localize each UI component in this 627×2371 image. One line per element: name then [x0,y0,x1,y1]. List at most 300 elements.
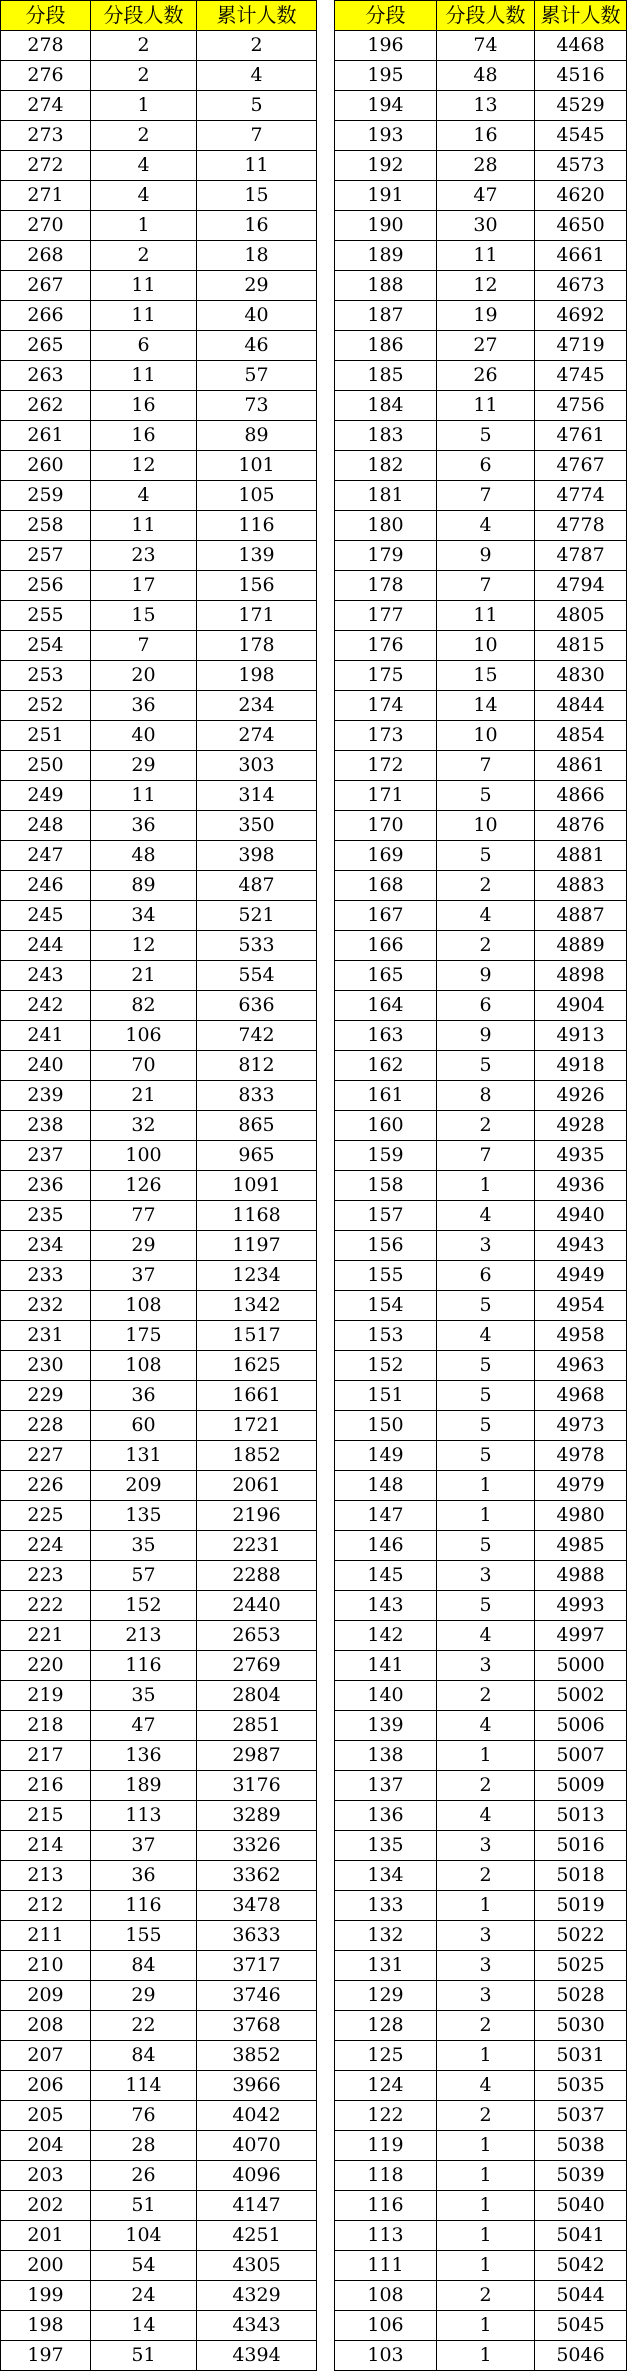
table-row [335,121,627,151]
cell-count: 2 [437,1861,535,1891]
cell-count: 12 [91,931,197,961]
cell-count: 3 [437,1951,535,1981]
table-row [335,2281,627,2311]
cell-count: 5 [437,1591,535,1621]
cell-count: 5 [437,1381,535,1411]
table-row [1,2281,317,2311]
cell-cumulative: 4918 [535,1051,627,1081]
cell-score: 165 [335,961,437,991]
cell-count: 27 [437,331,535,361]
table-row [335,331,627,361]
cell-score: 233 [1,1261,91,1291]
cell-cumulative: 5028 [535,1981,627,2011]
cell-count: 11 [437,391,535,421]
cell-count: 189 [91,1771,197,1801]
cell-score: 221 [1,1621,91,1651]
cell-count: 24 [91,2281,197,2311]
cell-count: 8 [437,1081,535,1111]
cell-cumulative: 4913 [535,1021,627,1051]
cell-score: 195 [335,61,437,91]
cell-score: 184 [335,391,437,421]
cell-cumulative: 4147 [197,2191,317,2221]
cell-count: 1 [437,1171,535,1201]
table-row [335,1711,627,1741]
cell-count: 213 [91,1621,197,1651]
cell-count: 11 [91,361,197,391]
table-row [335,1501,627,1531]
cell-count: 12 [437,271,535,301]
table-row [1,1831,317,1861]
cell-cumulative: 533 [197,931,317,961]
cell-score: 129 [335,1981,437,2011]
cell-score: 146 [335,1531,437,1561]
cell-cumulative: 1091 [197,1171,317,1201]
cell-cumulative: 11 [197,151,317,181]
cell-cumulative: 5018 [535,1861,627,1891]
cell-count: 1 [437,1471,535,1501]
cell-cumulative: 833 [197,1081,317,1111]
cell-score: 135 [335,1831,437,1861]
cell-score: 138 [335,1741,437,1771]
table-row [335,1051,627,1081]
cell-count: 89 [91,871,197,901]
cell-score: 177 [335,601,437,631]
cell-score: 157 [335,1201,437,1231]
cell-cumulative: 4980 [535,1501,627,1531]
cell-count: 12 [91,451,197,481]
cell-score: 266 [1,301,91,331]
table-row [335,1411,627,1441]
cell-cumulative: 18 [197,241,317,271]
cell-count: 47 [91,1711,197,1741]
cell-count: 47 [437,181,535,211]
cell-score: 217 [1,1741,91,1771]
cell-cumulative: 4935 [535,1141,627,1171]
table-row [1,361,317,391]
cell-score: 265 [1,331,91,361]
table-row [1,781,317,811]
cell-count: 4 [437,511,535,541]
cell-count: 5 [437,421,535,451]
table-row [335,781,627,811]
cell-score: 131 [335,1951,437,1981]
cell-cumulative: 5 [197,91,317,121]
cell-score: 190 [335,211,437,241]
cell-score: 219 [1,1681,91,1711]
cell-cumulative: 4876 [535,811,627,841]
cell-cumulative: 5031 [535,2041,627,2071]
cell-score: 145 [335,1561,437,1591]
cell-count: 116 [91,1651,197,1681]
cell-cumulative: 5042 [535,2251,627,2281]
cell-count: 13 [437,91,535,121]
table-row [1,541,317,571]
cell-score: 133 [335,1891,437,1921]
cell-score: 185 [335,361,437,391]
cell-count: 7 [91,631,197,661]
cell-score: 227 [1,1441,91,1471]
cell-score: 256 [1,571,91,601]
cell-cumulative: 4978 [535,1441,627,1471]
table-row [1,2251,317,2281]
header-score: 分段 [335,1,437,31]
table-row [1,1441,317,1471]
table-row [335,2311,627,2341]
header-row [335,1,627,31]
cell-score: 174 [335,691,437,721]
cell-score: 270 [1,211,91,241]
cell-cumulative: 4936 [535,1171,627,1201]
cell-cumulative: 350 [197,811,317,841]
cell-count: 11 [91,781,197,811]
table-row [335,1621,627,1651]
cell-count: 5 [437,1051,535,1081]
table-row [1,631,317,661]
table-row [1,481,317,511]
cell-score: 194 [335,91,437,121]
table-row [1,1531,317,1561]
cell-count: 4 [91,151,197,181]
cell-cumulative: 1517 [197,1321,317,1351]
table-row [335,1231,627,1261]
cell-count: 104 [91,2221,197,2251]
cell-count: 30 [437,211,535,241]
cell-count: 57 [91,1561,197,1591]
table-row [1,751,317,781]
cell-score: 155 [335,1261,437,1291]
cell-count: 29 [91,751,197,781]
cell-score: 169 [335,841,437,871]
cell-count: 17 [91,571,197,601]
cell-count: 3 [437,1651,535,1681]
cell-cumulative: 89 [197,421,317,451]
table-row [1,901,317,931]
cell-score: 163 [335,1021,437,1051]
cell-score: 196 [335,31,437,61]
cell-score: 259 [1,481,91,511]
cell-cumulative: 5038 [535,2131,627,2161]
cell-score: 250 [1,751,91,781]
cell-cumulative: 5041 [535,2221,627,2251]
cell-cumulative: 5037 [535,2101,627,2131]
table-row [1,1261,317,1291]
cell-score: 226 [1,1471,91,1501]
cell-score: 180 [335,511,437,541]
cell-count: 3 [437,1921,535,1951]
cell-score: 236 [1,1171,91,1201]
cell-score: 156 [335,1231,437,1261]
cell-count: 40 [91,721,197,751]
cell-count: 136 [91,1741,197,1771]
cell-cumulative: 3326 [197,1831,317,1861]
cell-score: 208 [1,2011,91,2041]
table-row [335,61,627,91]
cell-cumulative: 1661 [197,1381,317,1411]
cell-count: 2 [437,1771,535,1801]
cell-count: 84 [91,1951,197,1981]
cell-cumulative: 3768 [197,2011,317,2041]
cell-count: 84 [91,2041,197,2071]
cell-score: 103 [335,2341,437,2371]
table-row [335,631,627,661]
table-row [1,1381,317,1411]
table-row [335,691,627,721]
cell-count: 35 [91,1681,197,1711]
table-row [1,1561,317,1591]
cell-score: 201 [1,2221,91,2251]
cell-score: 214 [1,1831,91,1861]
cell-count: 4 [437,1201,535,1231]
cell-cumulative: 40 [197,301,317,331]
cell-cumulative: 15 [197,181,317,211]
cell-count: 36 [91,1381,197,1411]
table-row [1,1081,317,1111]
table-row [1,1651,317,1681]
table-row [1,871,317,901]
cell-score: 222 [1,1591,91,1621]
cell-score: 118 [335,2161,437,2191]
cell-cumulative: 4993 [535,1591,627,1621]
table-row [335,1111,627,1141]
table-row [335,1951,627,1981]
table-row [335,1291,627,1321]
cell-cumulative: 5035 [535,2071,627,2101]
table-row [1,1771,317,1801]
cell-count: 9 [437,541,535,571]
table-row [1,31,317,61]
cell-score: 167 [335,901,437,931]
table-row [335,1021,627,1051]
cell-score: 229 [1,1381,91,1411]
cell-cumulative: 4394 [197,2341,317,2371]
header-count: 分段人数 [91,1,197,31]
table-row [335,1471,627,1501]
table-row [1,151,317,181]
cell-cumulative: 4778 [535,511,627,541]
table-row [335,2251,627,2281]
cell-score: 225 [1,1501,91,1531]
cell-cumulative: 3362 [197,1861,317,1891]
table-row [1,2311,317,2341]
cell-count: 9 [437,1021,535,1051]
table-row [335,1801,627,1831]
header-cumulative: 累计人数 [535,1,627,31]
cell-cumulative: 4997 [535,1621,627,1651]
cell-score: 215 [1,1801,91,1831]
cell-score: 178 [335,571,437,601]
table-row [335,181,627,211]
cell-count: 14 [437,691,535,721]
cell-score: 249 [1,781,91,811]
cell-score: 193 [335,121,437,151]
cell-cumulative: 2231 [197,1531,317,1561]
cell-score: 147 [335,1501,437,1531]
cell-count: 113 [91,1801,197,1831]
table-row [335,361,627,391]
cell-count: 4 [437,1801,535,1831]
cell-count: 6 [437,451,535,481]
cell-cumulative: 4767 [535,451,627,481]
table-row [1,1951,317,1981]
cell-score: 124 [335,2071,437,2101]
cell-count: 108 [91,1291,197,1321]
cell-score: 209 [1,1981,91,2011]
cell-score: 202 [1,2191,91,2221]
cell-cumulative: 4096 [197,2161,317,2191]
cell-cumulative: 4928 [535,1111,627,1141]
table-row [1,2041,317,2071]
cell-score: 158 [335,1171,437,1201]
table-row [335,421,627,451]
cell-count: 3 [437,1231,535,1261]
cell-cumulative: 4070 [197,2131,317,2161]
cell-count: 2 [437,871,535,901]
cell-count: 2 [91,31,197,61]
cell-score: 205 [1,2101,91,2131]
cell-count: 5 [437,1531,535,1561]
cell-score: 187 [335,301,437,331]
cell-count: 116 [91,1891,197,1921]
cell-score: 212 [1,1891,91,1921]
cell-score: 203 [1,2161,91,2191]
cell-cumulative: 4881 [535,841,627,871]
table-row [335,1261,627,1291]
cell-score: 231 [1,1321,91,1351]
cell-score: 211 [1,1921,91,1951]
cell-score: 241 [1,1021,91,1051]
cell-count: 1 [437,2341,535,2371]
cell-score: 235 [1,1201,91,1231]
cell-cumulative: 4815 [535,631,627,661]
cell-count: 7 [437,571,535,601]
cell-cumulative: 4573 [535,151,627,181]
cell-count: 34 [91,901,197,931]
table-row [335,2161,627,2191]
table-row [1,1591,317,1621]
table-row [1,2101,317,2131]
cell-count: 5 [437,1291,535,1321]
cell-score: 175 [335,661,437,691]
cell-cumulative: 4774 [535,481,627,511]
cell-count: 11 [437,601,535,631]
cell-score: 247 [1,841,91,871]
cell-count: 11 [91,301,197,331]
cell-count: 4 [437,1621,535,1651]
table-row [335,1741,627,1771]
table-row [335,1831,627,1861]
cell-count: 155 [91,1921,197,1951]
table-row [335,1381,627,1411]
cell-count: 37 [91,1261,197,1291]
cell-score: 139 [335,1711,437,1741]
cell-cumulative: 4889 [535,931,627,961]
cell-score: 188 [335,271,437,301]
table-row [1,451,317,481]
cell-cumulative: 4692 [535,301,627,331]
cell-cumulative: 4794 [535,571,627,601]
table-row [1,1141,317,1171]
table-row [335,1201,627,1231]
cell-score: 218 [1,1711,91,1741]
table-row [335,31,627,61]
cell-count: 5 [437,781,535,811]
cell-count: 2 [91,121,197,151]
cell-count: 4 [437,1321,535,1351]
cell-count: 32 [91,1111,197,1141]
cell-cumulative: 178 [197,631,317,661]
cell-score: 111 [335,2251,437,2281]
cell-cumulative: 4861 [535,751,627,781]
table-row [1,1411,317,1441]
cell-cumulative: 73 [197,391,317,421]
cell-count: 16 [91,391,197,421]
cell-cumulative: 4954 [535,1291,627,1321]
cell-count: 1 [437,2161,535,2191]
cell-score: 191 [335,181,437,211]
cell-cumulative: 4963 [535,1351,627,1381]
table-row [335,2041,627,2071]
cell-count: 51 [91,2191,197,2221]
cell-count: 19 [437,301,535,331]
cell-cumulative: 2440 [197,1591,317,1621]
table-row [335,271,627,301]
table-row [1,211,317,241]
cell-count: 9 [437,961,535,991]
table-row [1,511,317,541]
cell-count: 37 [91,1831,197,1861]
cell-count: 36 [91,1861,197,1891]
cell-score: 258 [1,511,91,541]
cell-score: 164 [335,991,437,1021]
table-row [335,241,627,271]
table-row [1,961,317,991]
cell-cumulative: 4756 [535,391,627,421]
cell-score: 251 [1,721,91,751]
cell-count: 4 [437,2071,535,2101]
table-row [1,61,317,91]
table-row [335,2011,627,2041]
cell-score: 160 [335,1111,437,1141]
cell-count: 2 [91,61,197,91]
cell-count: 1 [437,2311,535,2341]
cell-count: 2 [437,2281,535,2311]
table-row [1,1471,317,1501]
cell-score: 162 [335,1051,437,1081]
cell-score: 238 [1,1111,91,1141]
cell-score: 143 [335,1591,437,1621]
cell-count: 7 [437,1141,535,1171]
cell-count: 2 [437,2101,535,2131]
table-row [1,2341,317,2371]
cell-count: 48 [437,61,535,91]
cell-count: 1 [437,2131,535,2161]
cell-count: 21 [91,961,197,991]
cell-score: 108 [335,2281,437,2311]
cell-cumulative: 4329 [197,2281,317,2311]
table-row [1,811,317,841]
cell-count: 1 [437,2041,535,2071]
cell-score: 122 [335,2101,437,2131]
table-row [335,1171,627,1201]
cell-score: 113 [335,2221,437,2251]
cell-cumulative: 3746 [197,1981,317,2011]
cell-cumulative: 5046 [535,2341,627,2371]
cell-score: 192 [335,151,437,181]
cell-cumulative: 4 [197,61,317,91]
table-row [1,421,317,451]
cell-cumulative: 5007 [535,1741,627,1771]
table-body [335,31,627,2371]
